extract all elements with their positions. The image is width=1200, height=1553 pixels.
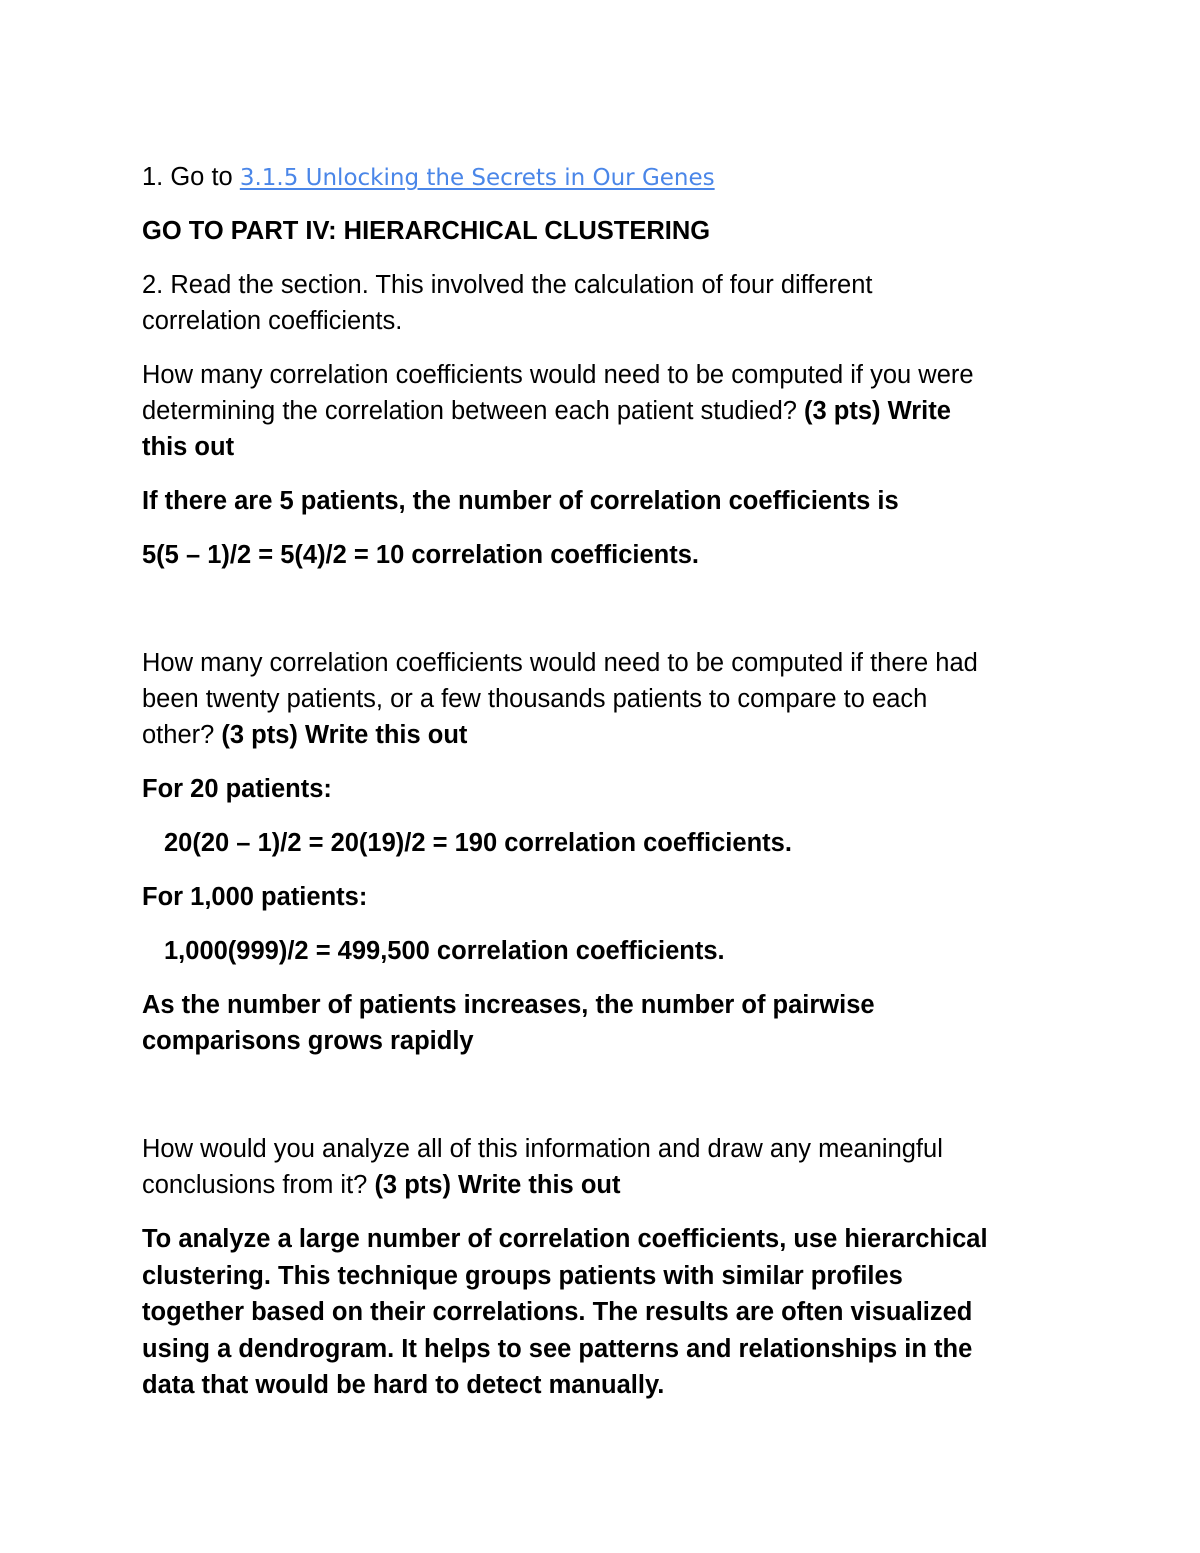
question-1-line-1: How many correlation coefficients would need to be computed if you were: [142, 361, 974, 389]
answer-2-line-6: comparisons grows rapidly: [142, 1027, 474, 1055]
question-3-line-2: [142, 1167, 620, 1204]
question-2-line-2: been twenty patients, or a few thousands patients to compare to each: [142, 685, 928, 713]
answer-3-line-2: clustering. This technique groups patients with similar profiles: [142, 1262, 903, 1290]
question-1-text: determining the correlation between each patient studied?: [142, 397, 805, 425]
question-3-points: (3 pts) Write this out: [374, 1171, 621, 1199]
step-1-line: [142, 159, 715, 197]
step-1-text: 1. Go to: [142, 163, 240, 191]
answer-3-line-5: data that would be hard to detect manually.: [142, 1371, 665, 1399]
answer-2-line-3: For 1,000 patients:: [142, 883, 368, 911]
answer-2-line-2: 20(20 – 1)/2 = 20(19)/2 = 190 correlation coefficients.: [164, 829, 792, 857]
question-2-line-3: [142, 717, 467, 754]
question-2-line-1: How many correlation coefficients would need to be computed if there had: [142, 649, 978, 677]
answer-2-line-1: For 20 patients:: [142, 775, 332, 803]
question-1-points: (3 pts) Write: [804, 397, 951, 425]
step-2-line-1: 2. Read the section. This involved the calculation of four different: [142, 271, 873, 299]
question-2-points: (3 pts) Write this out: [221, 721, 468, 749]
lesson-link[interactable]: 3.1.5 Unlocking the Secrets in Our Genes: [239, 165, 715, 191]
question-3-text: conclusions from it?: [142, 1171, 375, 1199]
question-3-line-1: How would you analyze all of this information and draw any meaningful: [142, 1135, 943, 1163]
section-heading: GO TO PART IV: HIERARCHICAL CLUSTERING: [142, 217, 711, 245]
answer-3-line-4: using a dendrogram. It helps to see patterns and relationships in the: [142, 1335, 973, 1363]
answer-3-line-3: together based on their correlations. The results are often visualized: [142, 1298, 973, 1326]
answer-1-line-2: 5(5 – 1)/2 = 5(4)/2 = 10 correlation coefficients.: [142, 541, 699, 569]
step-2-line-2: correlation coefficients.: [142, 307, 403, 335]
question-1-line-3: this out: [142, 433, 235, 461]
question-1-line-2: [142, 393, 951, 430]
answer-1-line-1: If there are 5 patients, the number of correlation coefficients is: [142, 487, 899, 515]
answer-2-line-4: 1,000(999)/2 = 499,500 correlation coefficients.: [164, 937, 725, 965]
question-2-text: other?: [142, 721, 222, 749]
answer-3-line-1: To analyze a large number of correlation coefficients, use hierarchical: [142, 1225, 988, 1253]
answer-2-line-5: As the number of patients increases, the number of pairwise: [142, 991, 875, 1019]
